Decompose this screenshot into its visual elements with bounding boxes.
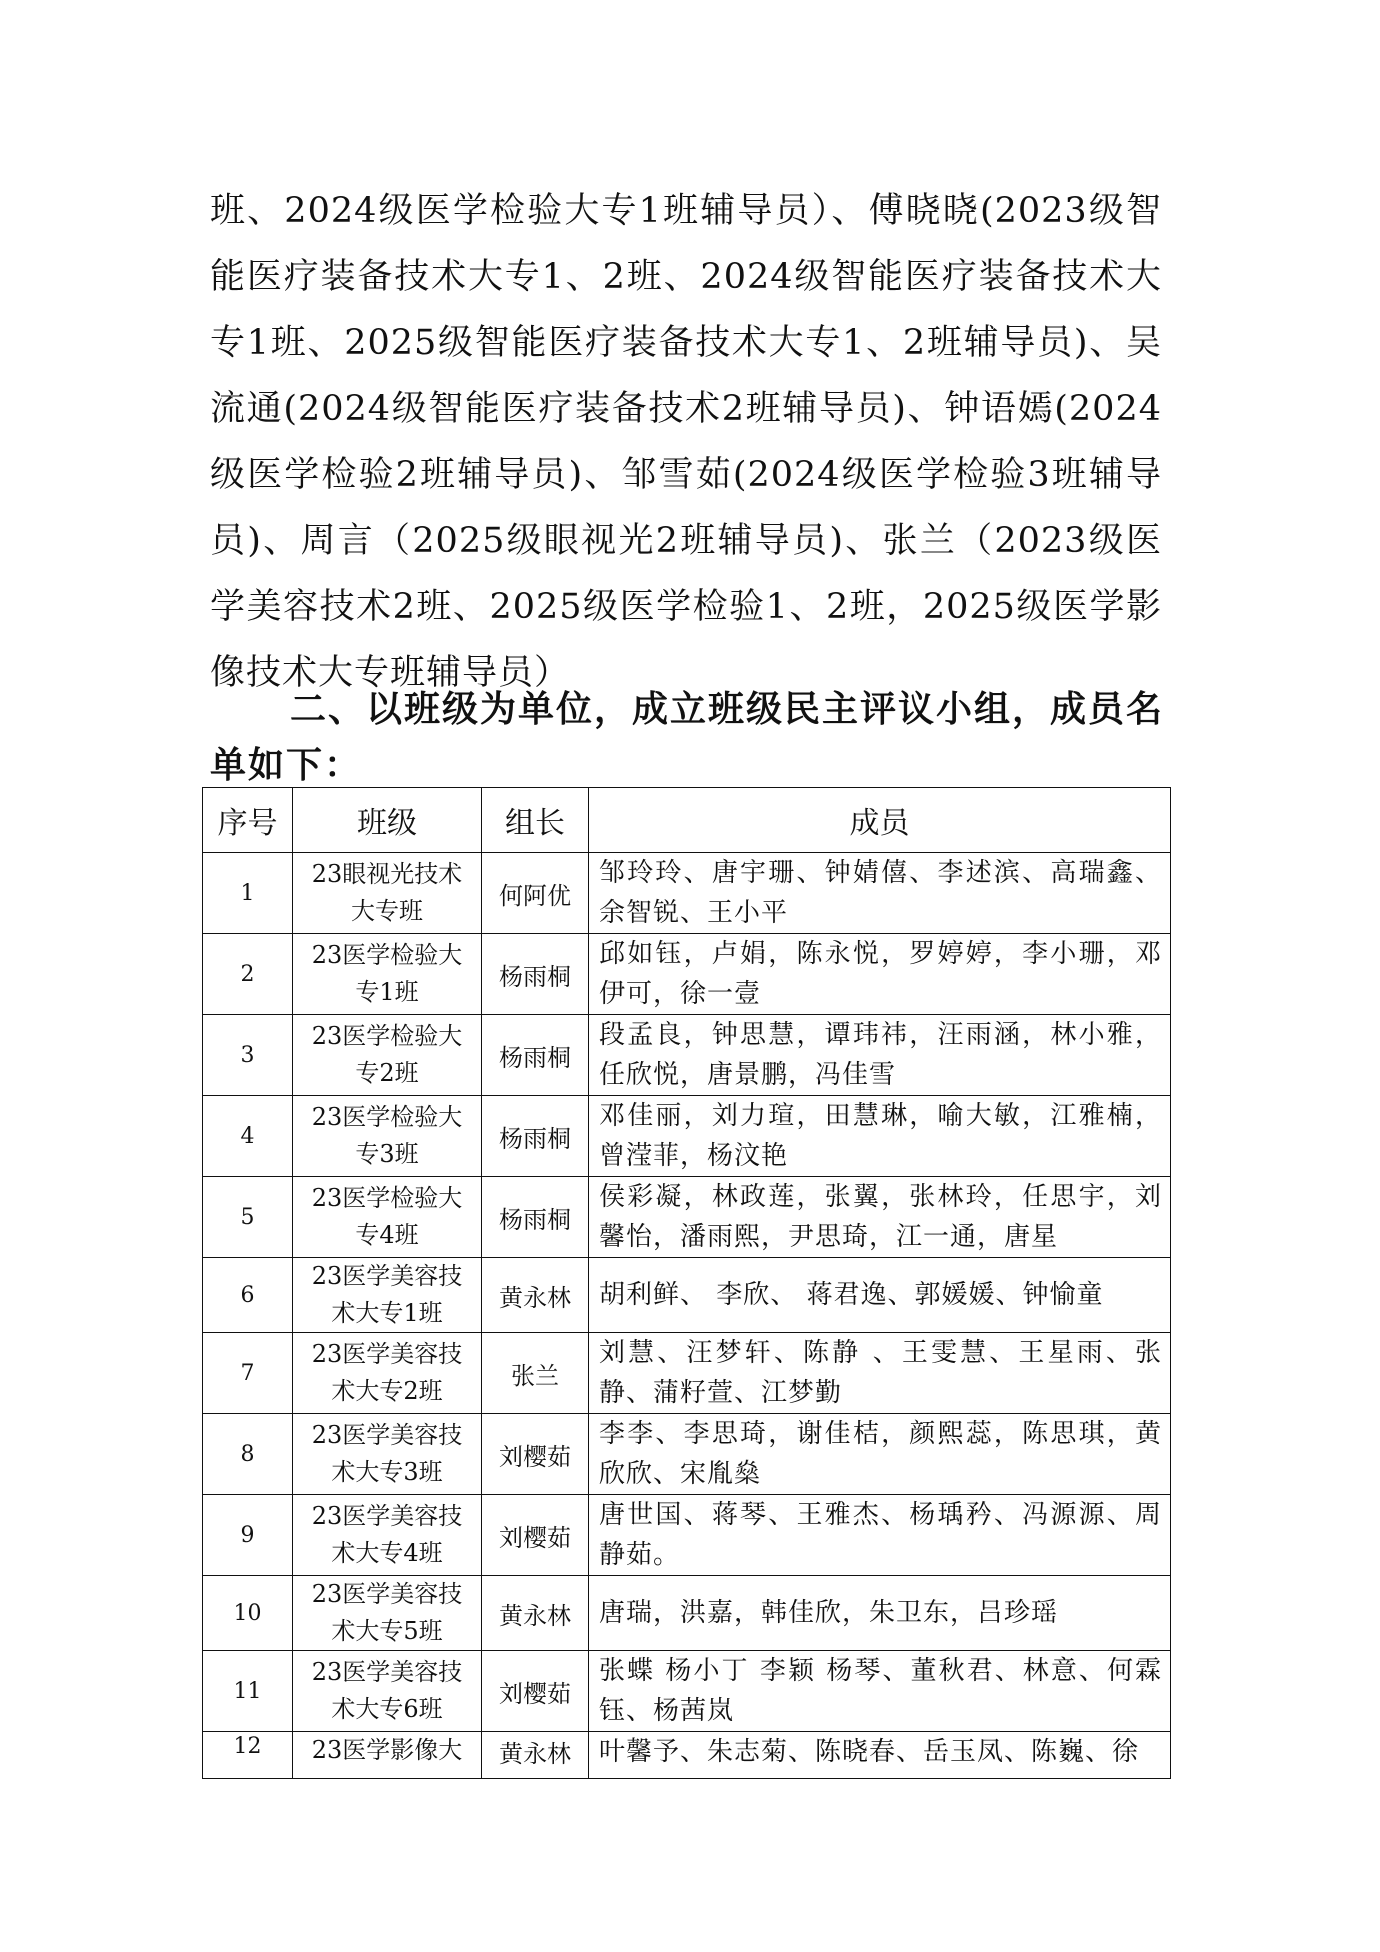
row-members: 刘慧、汪梦轩、陈静 、王雯慧、王星雨、张静、蒲籽萱、江梦勤 bbox=[589, 1333, 1171, 1414]
row-members: 唐世国、蒋琴、王雅杰、杨瑀矜、冯源源、周静茹。 bbox=[589, 1495, 1171, 1576]
header-leader: 组长 bbox=[482, 788, 589, 853]
section-heading: 二、以班级为单位，成立班级民主评议小组，成员名单如下： bbox=[210, 689, 1165, 786]
row-leader: 黄永林 bbox=[482, 1576, 589, 1651]
row-members: 李李、李思琦，谢佳桔，颜熙蕊，陈思琪，黄欣欣、宋胤燊 bbox=[589, 1414, 1171, 1495]
table-row bbox=[203, 1414, 1171, 1495]
row-class: 23眼视光技术大专班 bbox=[293, 853, 482, 934]
row-number: 10 bbox=[203, 1576, 293, 1651]
header-number: 序号 bbox=[203, 788, 293, 853]
row-class: 23医学美容技术大专5班 bbox=[293, 1576, 482, 1651]
row-class: 23医学美容技术大专2班 bbox=[293, 1333, 482, 1414]
table-row bbox=[203, 1258, 1171, 1333]
row-leader: 刘樱茹 bbox=[482, 1651, 589, 1732]
row-class: 23医学影像大 bbox=[293, 1732, 482, 1779]
row-leader: 杨雨桐 bbox=[482, 1177, 589, 1258]
row-number: 1 bbox=[203, 853, 293, 934]
row-number: 12 bbox=[203, 1732, 293, 1779]
row-number: 11 bbox=[203, 1651, 293, 1732]
table-row bbox=[203, 934, 1171, 1015]
row-members: 唐瑞，洪嘉，韩佳欣，朱卫东，吕珍瑶 bbox=[589, 1576, 1171, 1651]
row-class: 23医学检验大专3班 bbox=[293, 1096, 482, 1177]
row-leader: 张兰 bbox=[482, 1333, 589, 1414]
row-members: 段孟良，钟思慧，谭玮祎，汪雨涵，林小雅，任欣悦，唐景鹏，冯佳雪 bbox=[589, 1015, 1171, 1096]
row-class: 23医学美容技术大专3班 bbox=[293, 1414, 482, 1495]
row-class: 23医学检验大专1班 bbox=[293, 934, 482, 1015]
row-leader: 黄永林 bbox=[482, 1258, 589, 1333]
row-class: 23医学美容技术大专1班 bbox=[293, 1258, 482, 1333]
paragraph-continuation: 班、2024级医学检验大专1班辅导员）、傅晓晓(2023级智能医疗装备技术大专1、2班、2024级智能医疗装备技术大专1班、2025级智能医疗装备技术大专1、2班辅导员)、吴流通(2024级智能医疗装备技术2班辅导员)、钟语嫣(2024级医学检验2班辅导员)、邹雪茹(2024级医学检验3班辅导员)、周言（2025级眼视光2班辅导员)、张兰（2023级医学美容技术2班、2025级医学检验1、2班，2025级医学影像技术大专班辅导员） bbox=[210, 191, 1162, 693]
table-row bbox=[203, 1096, 1171, 1177]
table-row bbox=[203, 1333, 1171, 1414]
row-number: 3 bbox=[203, 1015, 293, 1096]
row-number: 5 bbox=[203, 1177, 293, 1258]
row-members: 邱如钰，卢娟，陈永悦，罗婷婷，李小珊，邓伊可，徐一壹 bbox=[589, 934, 1171, 1015]
row-leader: 刘樱茹 bbox=[482, 1495, 589, 1576]
row-members: 邓佳丽，刘力瑄，田慧琳，喻大敏，江雅楠，曾滢菲，杨汶艳 bbox=[589, 1096, 1171, 1177]
table-row bbox=[203, 1015, 1171, 1096]
row-leader: 黄永林 bbox=[482, 1732, 589, 1779]
header-members: 成员 bbox=[589, 788, 1171, 853]
row-number: 8 bbox=[203, 1414, 293, 1495]
row-class: 23医学美容技术大专6班 bbox=[293, 1651, 482, 1732]
row-number: 4 bbox=[203, 1096, 293, 1177]
table-row bbox=[203, 1177, 1171, 1258]
row-leader: 杨雨桐 bbox=[482, 1096, 589, 1177]
table-row bbox=[203, 853, 1171, 934]
row-members: 叶馨予、朱志菊、陈晓春、岳玉凤、陈巍、徐 bbox=[589, 1732, 1171, 1779]
table-row bbox=[203, 1651, 1171, 1732]
table-row bbox=[203, 1576, 1171, 1651]
row-members: 胡利鲜、 李欣、 蒋君逸、郭媛媛、钟愉童 bbox=[589, 1258, 1171, 1333]
header-class: 班级 bbox=[293, 788, 482, 853]
row-number: 7 bbox=[203, 1333, 293, 1414]
row-number: 2 bbox=[203, 934, 293, 1015]
row-class: 23医学检验大专4班 bbox=[293, 1177, 482, 1258]
row-members: 张蝶 杨小丁 李颖 杨琴、董秋君、林意、何霖钰、杨茜岚 bbox=[589, 1651, 1171, 1732]
row-leader: 杨雨桐 bbox=[482, 934, 589, 1015]
row-number: 6 bbox=[203, 1258, 293, 1333]
table-header-row bbox=[203, 788, 1171, 853]
row-members: 邹玲玲、唐宇珊、钟婧僖、李述滨、高瑞鑫、余智锐、王小平 bbox=[589, 853, 1171, 934]
row-class: 23医学检验大专2班 bbox=[293, 1015, 482, 1096]
row-number: 9 bbox=[203, 1495, 293, 1576]
row-leader: 杨雨桐 bbox=[482, 1015, 589, 1096]
row-members: 侯彩凝，林政莲，张翼，张林玲，任思宇，刘馨怡，潘雨熙，尹思琦，江一通，唐星 bbox=[589, 1177, 1171, 1258]
table-row bbox=[203, 1495, 1171, 1576]
committee-roster-table bbox=[202, 787, 1171, 1779]
table-row bbox=[203, 1732, 1171, 1779]
row-leader: 何阿优 bbox=[482, 853, 589, 934]
row-leader: 刘樱茹 bbox=[482, 1414, 589, 1495]
row-class: 23医学美容技术大专4班 bbox=[293, 1495, 482, 1576]
